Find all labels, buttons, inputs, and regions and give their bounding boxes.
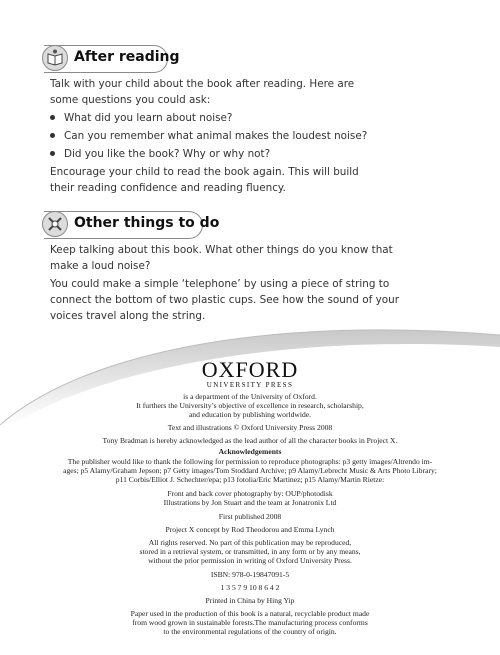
paragraph-line: Keep talking about this book. What other things do you know that [50,244,393,256]
paper-statement [15,609,485,637]
paragraph-line: voices travel along the string. [50,310,206,322]
rights-statement [15,538,485,566]
book-reading-icon-graphic [43,46,67,70]
paragraph-line: connect the bottom of two plastic cups. See how the sound of your [50,294,399,306]
other-things-heading [44,211,220,239]
imprint-line: p11 Corbis/Elliot J. Schechter/epa; p13 fotolia/Eric Martinez; p15 Alamy/Martin Rietze: [115,475,385,485]
list-item: Did you like the book? Why or why not? [50,146,450,164]
imprint-line: ages; p5 Alamy/Graham Jepson; p7 Getty images/Tom Stoddard Archive; p9 Alamy/Lebrecht Music & Arts Photo Library; [63,466,437,476]
after-reading-intro [50,76,450,108]
after-reading-title: After reading [74,49,180,65]
printing-line: 1 3 5 7 9 10 8 6 4 2 [220,583,280,592]
intro-line: Talk with your child about the book after reading. Here are [50,78,355,90]
acknowledgements-heading: Acknowledgements [218,447,282,456]
dept-statement [15,392,485,420]
oxford-logo: OXFORD [201,357,299,382]
list-item: What did you learn about noise? [50,110,450,128]
imprint-line: The publisher would like to thank the following for permission to reproduce photographs: p3 getty images/Altrendo im- [67,457,433,466]
paragraph-line: You could make a simple ‘telephone’ by using a piece of string to [50,278,390,290]
imprint-line: is a department of the University of Oxford. [183,392,317,401]
activity-icon-graphic [43,212,67,236]
intro-line: some questions you could ask: [50,94,211,106]
imprint-line: All rights reserved. No part of this publication may be reproduced, [148,538,352,547]
encourage-paragraph [50,164,450,196]
printed-in: Printed in China by Hing Yip [205,596,295,605]
imprint-line: without the prior permission in writing of Oxford University Press. [148,556,352,566]
paragraph-line: make a loud noise? [50,260,151,272]
imprint-line: Front and back cover photography by: OUP/photodisk [167,489,333,498]
imprint-line: Illustrations by Jon Stuart and the team at Jonatronix Ltd [163,498,337,508]
imprint-line: stored in a retrieval system, or transmitted, in any form or by any means, [139,547,361,557]
imprint-line: It furthers the University’s objective of excellence in research, scholarship, [136,401,364,411]
isbn: ISBN: 978-0-19847091-5 [210,570,290,579]
after-reading-heading [44,45,180,73]
imprint-line: from wood grown in sustainable forests.The manufacturing process conforms [132,618,368,628]
question-list [50,110,450,164]
imprint-line: Paper used in the production of this book is a natural, recyclable product made [130,609,370,618]
copyright-line: Text and illustrations © Oxford University Press 2008 [167,423,333,432]
imprint-line: and education by publishing worldwide. [188,410,312,420]
acknowledgements-text [15,457,485,485]
other-things-title: Other things to do [74,215,220,231]
activity-icon [42,211,68,237]
first-published: First published 2008 [218,512,282,521]
encourage-line: their reading confidence and reading fluency. [50,182,286,194]
photo-credits [15,489,485,507]
book-reading-icon [42,45,68,71]
oxford-logo-subtitle: UNIVERSITY PRESS [206,381,294,389]
imprint-line: to the environmental regulations of the country of origin. [163,627,337,637]
other-things-paragraph-1 [50,242,450,274]
list-item: Can you remember what animal makes the loudest noise? [50,128,450,146]
encourage-line: Encourage your child to read the book again. This will build [50,166,359,178]
lead-author-note: Tony Bradman is hereby acknowledged as the lead author of all the character books in Project X. [102,436,398,445]
concept-credit: Project X concept by Rod Theodorou and Emma Lynch [165,525,335,534]
